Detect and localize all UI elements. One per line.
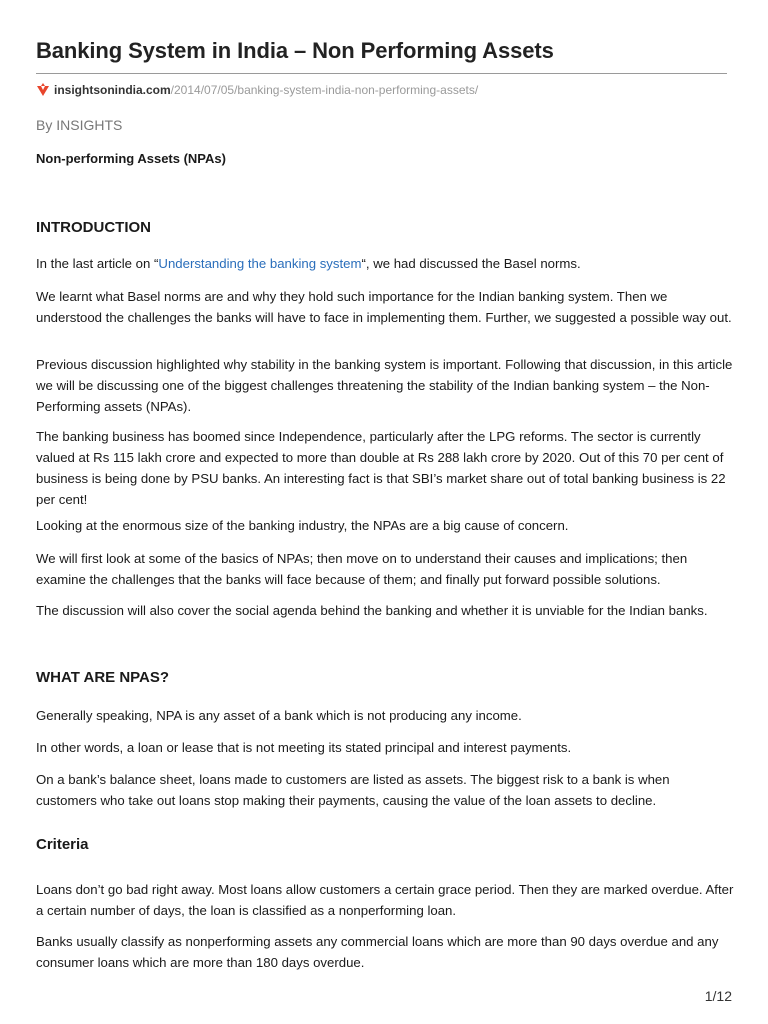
source-line (36, 83, 478, 97)
page-number: 1/12 (704, 988, 732, 1004)
paragraph: We learnt what Basel norms are and why they hold such importance for the Indian banking system. Then we understood the challenges the banks will have to face in implementing them. Further, we suggested a possible way out. (36, 289, 732, 325)
paragraph: In other words, a loan or lease that is not meeting its stated principal and interest payments. (36, 740, 572, 755)
understanding-banking-system-link[interactable]: Understanding the banking system (158, 256, 362, 271)
section-heading-criteria: Criteria (36, 836, 89, 853)
article-subtitle: Non-performing Assets (NPAs) (36, 151, 226, 166)
paragraph: Previous discussion highlighted why stability in the banking system is important. Following that discussion, in this article we will be discussing one of the biggest challenges threatening the stability of the Indian banking system – the Non-Performing assets (NPAs). (36, 357, 733, 414)
paragraph: Generally speaking, NPA is any asset of a bank which is not producing any income. (36, 708, 522, 723)
paragraph: On a bank’s balance sheet, loans made to customers are listed as assets. The biggest risk to a bank is when customers who take out loans stop making their payments, causing the value of the loan assets to decline. (36, 772, 670, 808)
paragraph: The banking business has boomed since Independence, particularly after the LPG reforms. The sector is currently valued at Rs 115 lakh crore and expected to more than double at Rs 288 lakh crore by 2020. Out of this 70 per cent of business is being done by PSU banks. An interesting fact is that SBI’s market share out of total banking business is 22 per cent! (36, 429, 726, 507)
paragraph: We will first look at some of the basics of NPAs; then move on to understand their causes and implications; then examine the challenges that the banks will face because of them; and finally put forward possible solutions. (36, 551, 688, 587)
paragraph: The discussion will also cover the social agenda behind the banking and whether it is unviable for the Indian banks. (36, 603, 708, 618)
paragraph: In the last article on “Understanding the banking system“, we had discussed the Basel norms. (36, 256, 581, 271)
paragraph: Loans don’t go bad right away. Most loans allow customers a certain grace period. Then they are marked overdue. After a certain number of days, the loan is classified as a nonperforming loan. (36, 882, 734, 918)
section-heading-introduction: INTRODUCTION (36, 219, 151, 236)
section-heading-what-are-npas: WHAT ARE NPAS? (36, 669, 170, 686)
title-divider (36, 73, 727, 74)
page-title: Banking System in India – Non Performing Assets (36, 38, 554, 63)
source-domain-link[interactable]: insightsonindia.com (54, 83, 171, 97)
paragraph: Banks usually classify as nonperforming assets any commercial loans which are more than 90 days overdue and any consumer loans which are more than 180 days overdue. (36, 934, 719, 970)
insights-logo-icon (36, 83, 50, 97)
source-path[interactable]: /2014/07/05/banking-system-india-non-performing-assets/ (170, 83, 479, 97)
paragraph: Looking at the enormous size of the banking industry, the NPAs are a big cause of concern. (36, 518, 569, 533)
byline: By INSIGHTS (36, 117, 123, 133)
